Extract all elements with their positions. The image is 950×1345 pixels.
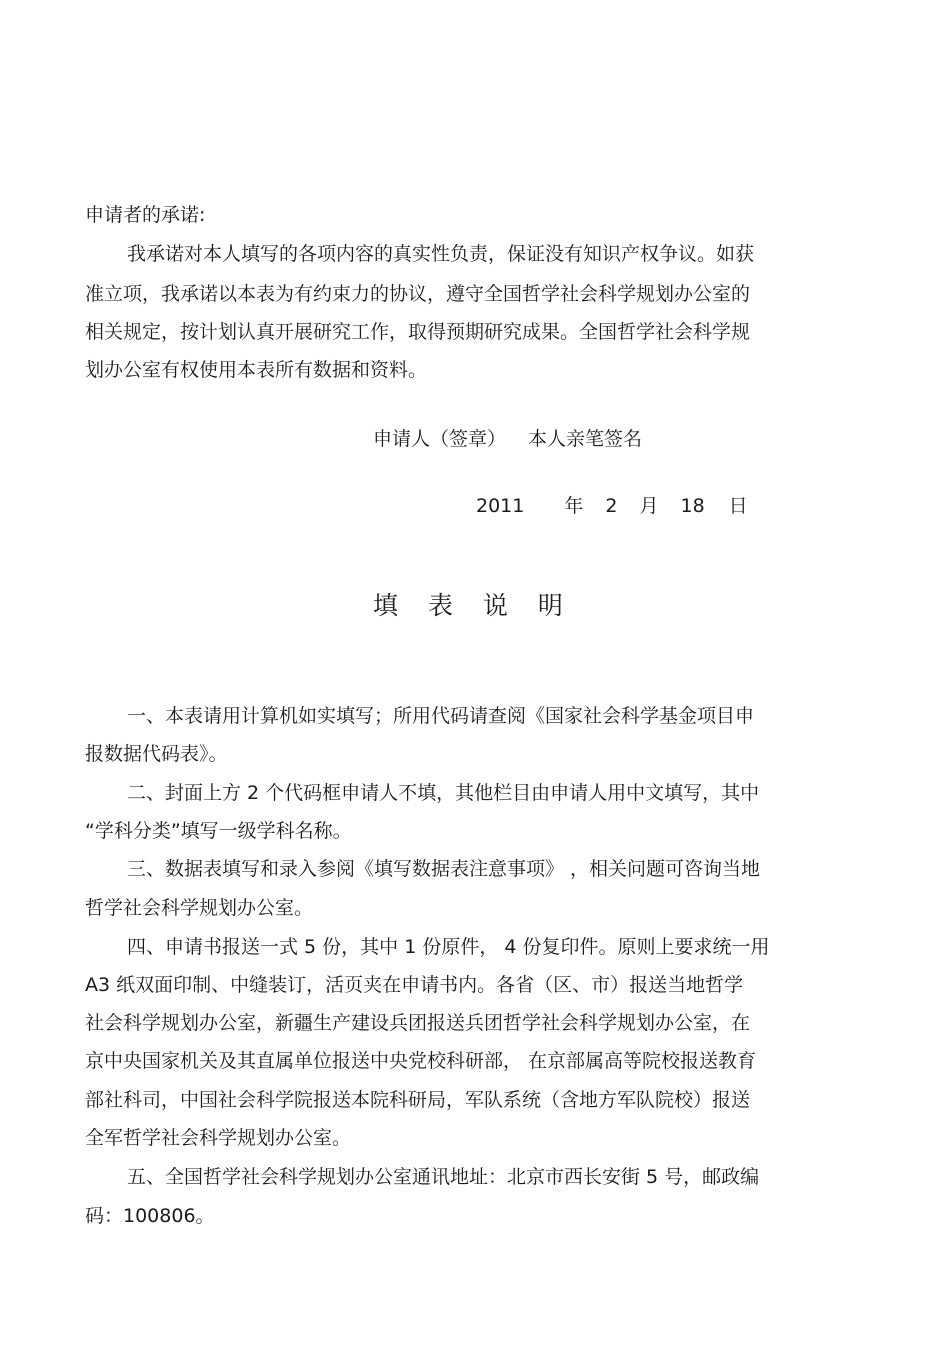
pledge-line: 我承诺对本人填写的各项内容的真实性负责，保证没有知识产权争议。如获: [127, 243, 755, 265]
instruction-line: 一、本表请用计算机如实填写；所用代码请查阅《国家社会科学基金项目申: [127, 705, 755, 727]
instructions-title: 填 表 说 明: [373, 591, 563, 620]
instruction-line: 部社科司，中国社会科学院报送本院科研局，军队系统（含地方军队院校）报送: [85, 1089, 751, 1111]
signature-value: 本人亲笔签名: [528, 428, 643, 450]
date-month: 2: [605, 495, 618, 517]
date-day-unit: 日: [728, 495, 748, 517]
date-day: 18: [680, 495, 705, 517]
date-row: [476, 494, 748, 518]
instruction-line: 社会科学规划办公室，新疆生产建设兵团报送兵团哲学社会科学规划办公室，在: [85, 1012, 751, 1034]
date-month-unit: 月: [639, 495, 659, 517]
pledge-heading: 申请者的承诺:: [85, 204, 206, 226]
date-year: 2011: [476, 495, 525, 517]
pledge-line: 划办公室有权使用本表所有数据和资料。: [85, 359, 428, 381]
instruction-line: 三、数据表填写和录入参阅《填写数据表注意事项》 ，相关问题可咨询当地: [127, 858, 761, 880]
instruction-line: 报数据代码表》。: [85, 743, 228, 765]
instruction-line: A3 纸双面印制、中缝装订，活页夹在申请书内。各省（区、市）报送当地哲学: [85, 974, 744, 996]
instruction-line: “学科分类”填写一级学科名称。: [85, 820, 352, 842]
instruction-line: 四、申请书报送一式 5 份，其中 1 份原件， 4 份复印件。原则上要求统一用: [127, 936, 770, 958]
signature-row: [373, 427, 642, 451]
instruction-line: 全军哲学社会科学规划办公室。: [85, 1127, 352, 1149]
pledge-line: 准立项，我承诺以本表为有约束力的协议，遵守全国哲学社会科学规划办公室的: [85, 283, 751, 305]
instruction-line: 五、全国哲学社会科学规划办公室通讯地址：北京市西长安街 5 号，邮政编: [127, 1166, 760, 1188]
instruction-line: 二、封面上方 2 个代码框申请人不填，其他栏目由申请人用中文填写，其中: [127, 782, 760, 804]
instruction-line: 京中央国家机关及其直属单位报送中央党校科研部， 在京部属高等院校报送教育: [85, 1050, 757, 1072]
date-year-unit: 年: [564, 495, 584, 517]
signature-label: 申请人（签章）: [373, 428, 507, 450]
pledge-line: 相关规定，按计划认真开展研究工作，取得预期研究成果。全国哲学社会科学规: [85, 321, 751, 343]
instruction-line: 码：100806。: [85, 1205, 215, 1227]
instruction-line: 哲学社会科学规划办公室。: [85, 897, 314, 919]
